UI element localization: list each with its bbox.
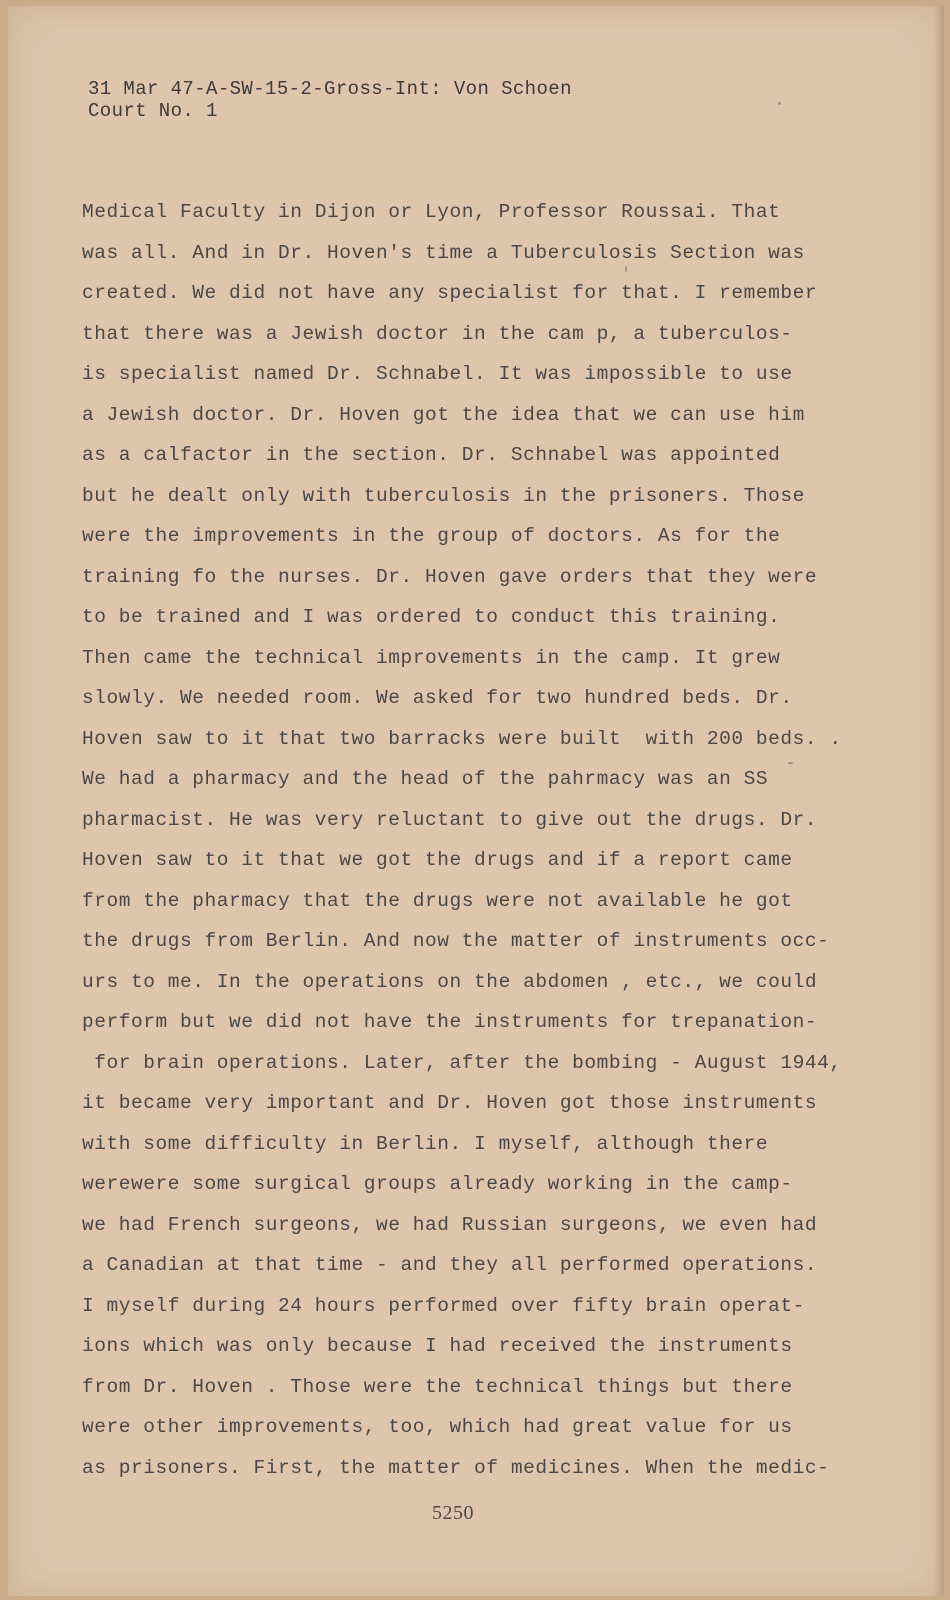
document-header bbox=[88, 78, 572, 122]
paper-speck bbox=[625, 266, 627, 272]
text-line: Hoven saw to it that we got the drugs and if a report came bbox=[82, 849, 793, 871]
text-line: as prisoners. First, the matter of medicines. When the medic- bbox=[82, 1456, 830, 1479]
text-line: the drugs from Berlin. And now the matter of instruments occ- bbox=[82, 930, 830, 952]
text-line: is specialist named Dr. Schnabel. It was impossible to use bbox=[82, 363, 793, 385]
text-line: Then came the technical improvements in the camp. It grew bbox=[82, 646, 781, 669]
text-line: with some difficulty in Berlin. I myself, although there bbox=[82, 1132, 769, 1155]
header-court: Court No. 1 bbox=[88, 100, 218, 122]
text-line: urs to me. In the operations on the abdomen , etc., we could bbox=[82, 970, 818, 993]
text-line: but he dealt only with tuberculosis in the prisoners. Those bbox=[82, 484, 805, 507]
text-line: a Canadian at that time - and they all performed operations. bbox=[82, 1254, 818, 1276]
text-line: was all. And in Dr. Hoven's time a Tuberculosis Section was bbox=[82, 241, 805, 264]
text-line: perform but we did not have the instruments for trepanation- bbox=[82, 1011, 818, 1033]
text-line: a Jewish doctor. Dr. Hoven got the idea that we can use him bbox=[82, 403, 805, 426]
text-line: from Dr. Hoven . Those were the technical things but there bbox=[82, 1375, 793, 1398]
text-line: that there was a Jewish doctor in the cam p, a tuberculos- bbox=[82, 322, 793, 345]
text-line: werewere some surgical groups already working in the camp- bbox=[82, 1173, 793, 1195]
text-line: ions which was only because I had received the instruments bbox=[82, 1335, 793, 1357]
text-line: We had a pharmacy and the head of the pahrmacy was an SS bbox=[82, 768, 769, 790]
paper-speck bbox=[788, 762, 793, 764]
text-line: were other improvements, too, which had great value for us bbox=[82, 1416, 793, 1438]
text-line: Medical Faculty in Dijon or Lyon, Professor Roussai. That bbox=[82, 201, 781, 223]
text-line: we had French surgeons, we had Russian surgeons, we even had bbox=[82, 1213, 818, 1236]
page-edge-shadow bbox=[934, 6, 944, 1596]
text-line: as a calfactor in the section. Dr. Schnabel was appointed bbox=[82, 444, 781, 466]
document-page bbox=[8, 6, 944, 1596]
text-line: pharmacist. He was very reluctant to give out the drugs. Dr. bbox=[82, 808, 818, 831]
text-line: were the improvements in the group of doctors. As for the bbox=[82, 525, 781, 547]
text-line: from the pharmacy that the drugs were not available he got bbox=[82, 889, 793, 912]
text-line: to be trained and I was ordered to conduct this training. bbox=[82, 606, 781, 628]
text-line: created. We did not have any specialist for that. I remember bbox=[82, 282, 818, 304]
text-line: Hoven saw to it that two barracks were built with 200 beds. . bbox=[82, 727, 842, 750]
text-line: slowly. We needed room. We asked for two hundred beds. Dr. bbox=[82, 687, 793, 709]
text-line: training fo the nurses. Dr. Hoven gave orders that they were bbox=[82, 565, 818, 588]
text-line: for brain operations. Later, after the bombing - August 1944, bbox=[82, 1051, 842, 1074]
text-line: it became very important and Dr. Hoven got those instruments bbox=[82, 1092, 818, 1114]
text-line: I myself during 24 hours performed over fifty brain operat- bbox=[82, 1294, 805, 1317]
page-number: 5250 bbox=[432, 1502, 474, 1524]
header-citation: 31 Mar 47-A-SW-15-2-Gross-Int: Von Schoen bbox=[88, 78, 572, 100]
paper-speck bbox=[778, 102, 781, 105]
